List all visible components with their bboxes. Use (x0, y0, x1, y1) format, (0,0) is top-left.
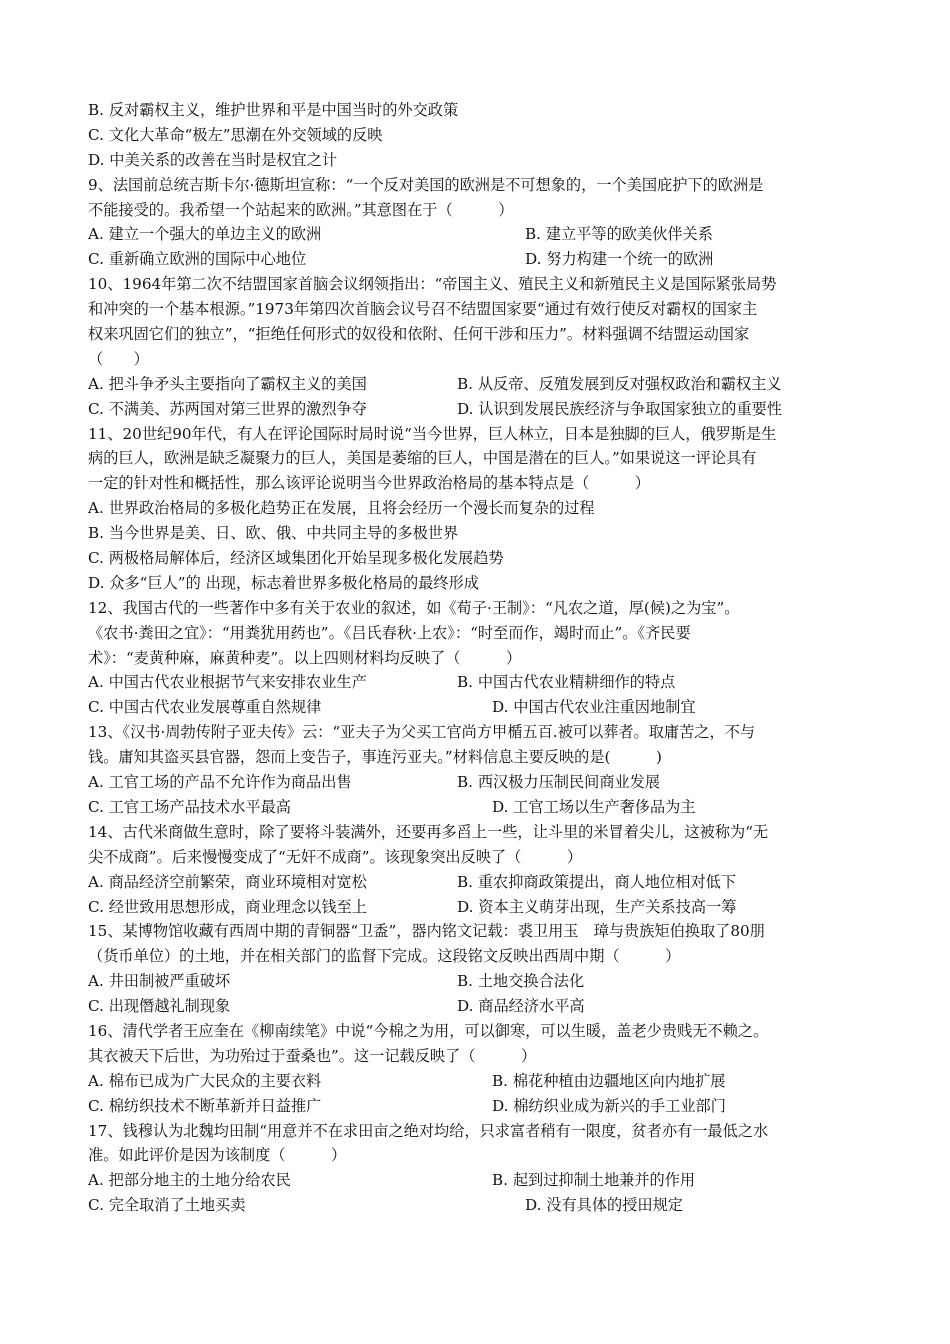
option-b: B. 西汉极力压制民间商业发展 (457, 773, 661, 792)
option-row (88, 1193, 868, 1218)
question-stem: 14、古代米商做生意时，除了要将斗装满外，还要再多舀上一些，让斗里的米冒着尖儿，这被称为“无 (88, 822, 769, 841)
option-d: D. 商品经济水平高 (457, 997, 585, 1016)
question-16 (88, 1019, 868, 1119)
option-b: B. 起到过抑制土地兼并的作用 (492, 1171, 696, 1190)
option-b: B. 建立平等的欧美伙伴关系 (525, 225, 713, 244)
option-b: B. 棉花种植由边疆地区向内地扩展 (492, 1071, 726, 1090)
question-stem: 9、法国前总统吉斯卡尔·德斯坦宣称：“一个反对美国的欧洲是不可想象的，一个美国庇护下的欧洲是 (88, 175, 764, 194)
question-stem: 11、20世纪90年代，有人在评论国际时局时说“当今世界，巨人林立，日本是独脚的巨人，俄罗斯是生 (88, 424, 777, 443)
option-c: C. 不满美、苏两国对第三世界的激烈争夺 (88, 399, 367, 418)
option-row (88, 670, 868, 695)
option-b: B. 当今世界是美、日、欧、俄、中共同主导的多极世界 (88, 524, 459, 543)
option-row (88, 895, 868, 920)
question-stem: 《农书·粪田之宜》：“用粪犹用药也”。《吕氏春秋·上农》：“时至而作，竭时而止”。《齐民要 (88, 623, 691, 642)
option-b: B. 从反帝、反殖发展到反对强权政治和霸权主义 (457, 374, 782, 393)
option-d: D. 努力构建一个统一的欧洲 (525, 250, 714, 269)
question-14 (88, 820, 868, 920)
option-line: D. 中美关系的改善在当时是权宜之计 (88, 150, 338, 169)
option-row (88, 1168, 868, 1193)
question-stem: 16、清代学者王应奎在《柳南续笔》中说“今棉之为用，可以御寒，可以生暖，盖老少贵贱无不赖之。 (88, 1021, 769, 1040)
question-10 (88, 272, 868, 421)
question-stem: 钱。庸知其盗买县官器，怨而上变告子，事连污亚夫。”材料信息主要反映的是( ) (88, 748, 662, 767)
question-12 (88, 596, 868, 720)
option-row (88, 695, 868, 720)
option-a: A. 把部分地主的土地分给农民 (88, 1171, 291, 1190)
question-stem: （货币单位）的土地，并在相关部门的监督下完成。这段铭文反映出西周中期（ ） (88, 947, 681, 966)
option-d: D. 没有具体的授田规定 (525, 1196, 683, 1215)
option-d: D. 棉纺织业成为新兴的手工业部门 (492, 1096, 726, 1115)
option-line: B. 反对霸权主义，维护世界和平是中国当时的外交政策 (88, 101, 459, 119)
option-d: D. 中国古代农业注重因地制宜 (492, 698, 696, 717)
question-17 (88, 1119, 868, 1219)
question-9 (88, 173, 868, 273)
option-a: A. 世界政治格局的多极化趋势正在发展，且将会经历一个漫长而复杂的过程 (88, 499, 595, 518)
option-c: C. 中国古代农业发展尊重自然规律 (88, 698, 322, 717)
option-c: C. 棉纺织技术不断革新并日益推广 (88, 1096, 322, 1115)
option-row (88, 994, 868, 1019)
option-row (88, 397, 868, 422)
option-a: A. 建立一个强大的单边主义的欧洲 (88, 225, 322, 244)
option-c: C. 重新确立欧洲的国际中心地位 (88, 250, 307, 269)
option-line: C. 文化大革命“极左”思潮在外交领域的反映 (88, 125, 383, 144)
question-15 (88, 919, 868, 1019)
question-11 (88, 422, 868, 596)
option-b: B. 中国古代农业精耕细作的特点 (457, 673, 676, 692)
option-a: A. 棉布已成为广大民众的主要衣料 (88, 1071, 322, 1090)
question-stem: 其衣被天下后世，为功殆过于蚕桑也”。这一记载反映了（ ） (88, 1046, 537, 1065)
option-c: C. 经世致用思想形成，商业理念以钱至上 (88, 897, 367, 916)
option-c: C. 出现僭越礼制现象 (88, 997, 231, 1016)
question-stem: 13、《汉书·周勃传附子亚夫传》云：“亚夫子为父买工官尚方甲楯五百.被可以葬者。取庸苦之，不与 (88, 723, 756, 742)
option-d: D. 认识到发展民族经济与争取国家独立的重要性 (457, 399, 783, 418)
option-d: D. 工官工场以生产奢侈品为主 (492, 797, 696, 816)
question-stem: 尖不成商”。后来慢慢变成了“无奸不成商”。该现象突出反映了（ ） (88, 847, 583, 866)
option-b: B. 重农抑商政策提出，商人地位相对低下 (457, 872, 737, 891)
question-stem: 一定的针对性和概括性，那么该评论说明当今世界政治格局的基本特点是（ ） (88, 474, 650, 493)
option-a: A. 工官工场的产品不允许作为商品出售 (88, 773, 352, 792)
exam-page (88, 98, 868, 1218)
option-b: B. 土地交换合法化 (457, 972, 585, 991)
option-a: A. 商品经济空前繁荣，商业环境相对宽松 (88, 872, 367, 891)
question-stem: 权来巩固它们的独立”，“拒绝任何形式的奴役和依附、任何干涉和压力”。材料强调不结盟运动国家 (88, 325, 750, 344)
option-row (88, 222, 868, 247)
option-c: C. 两极格局解体后，经济区域集团化开始呈现多极化发展趋势 (88, 549, 504, 568)
option-a: A. 中国古代农业根据节气来安排农业生产 (88, 673, 367, 692)
option-row (88, 372, 868, 397)
question-stem: （ ） (88, 349, 149, 368)
option-c: C. 完全取消了土地买卖 (88, 1196, 246, 1215)
question-stem: 17、钱穆认为北魏均田制“用意并不在求田亩之绝对均给，只求富者稍有一限度，贫者亦有一最低之水 (88, 1121, 769, 1140)
question-stem: 10、1964年第二次不结盟国家首脑会议纲领指出：“帝国主义、殖民主义和新殖民主义是国际紧张局势 (88, 275, 777, 294)
question-stem: 和冲突的一个基本根源。”1973年第四次首脑会议号召不结盟国家要“通过有效行使反对霸权的国家主 (88, 300, 758, 319)
option-row (88, 795, 868, 820)
option-row (88, 1094, 868, 1119)
option-row (88, 770, 868, 795)
option-a: A. 把斗争矛头主要指向了霸权主义的美国 (88, 374, 367, 393)
option-row (88, 247, 868, 272)
option-a: A. 井田制被严重破坏 (88, 972, 231, 991)
question-stem: 15、某博物馆收藏有西周中期的青铜器“卫盉”，器内铭文记载：裘卫用玉 璋与贵族矩伯换取了80朋 (88, 922, 765, 941)
question-stem: 术》：“麦黄种麻，麻黄种麦”。以上四则材料均反映了（ ） (88, 648, 522, 667)
question-stem: 病的巨人，欧洲是缺乏凝聚力的巨人，美国是萎缩的巨人，中国是潜在的巨人。”如果说这一评论具有 (88, 449, 757, 468)
option-c: C. 工官工场产品技术水平最高 (88, 797, 291, 816)
question-stem: 准。如此评价是因为该制度（ ） (88, 1146, 347, 1165)
option-d: D. 资本主义萌芽出现，生产关系技高一筹 (457, 897, 737, 916)
option-row (88, 969, 868, 994)
question-stem: 不能接受的。我希望一个站起来的欧洲。”其意图在于（ ） (88, 200, 514, 219)
option-d: D. 众多“巨人”的 出现，标志着世界多极化格局的最终形成 (88, 573, 479, 592)
option-row (88, 1069, 868, 1094)
option-row (88, 870, 868, 895)
question-stem: 12、我国古代的一些著作中多有关于农业的叙述，如《荀子·王制》：“凡农之道，厚(候)之为宝”。 (88, 598, 740, 617)
question-13 (88, 720, 868, 820)
